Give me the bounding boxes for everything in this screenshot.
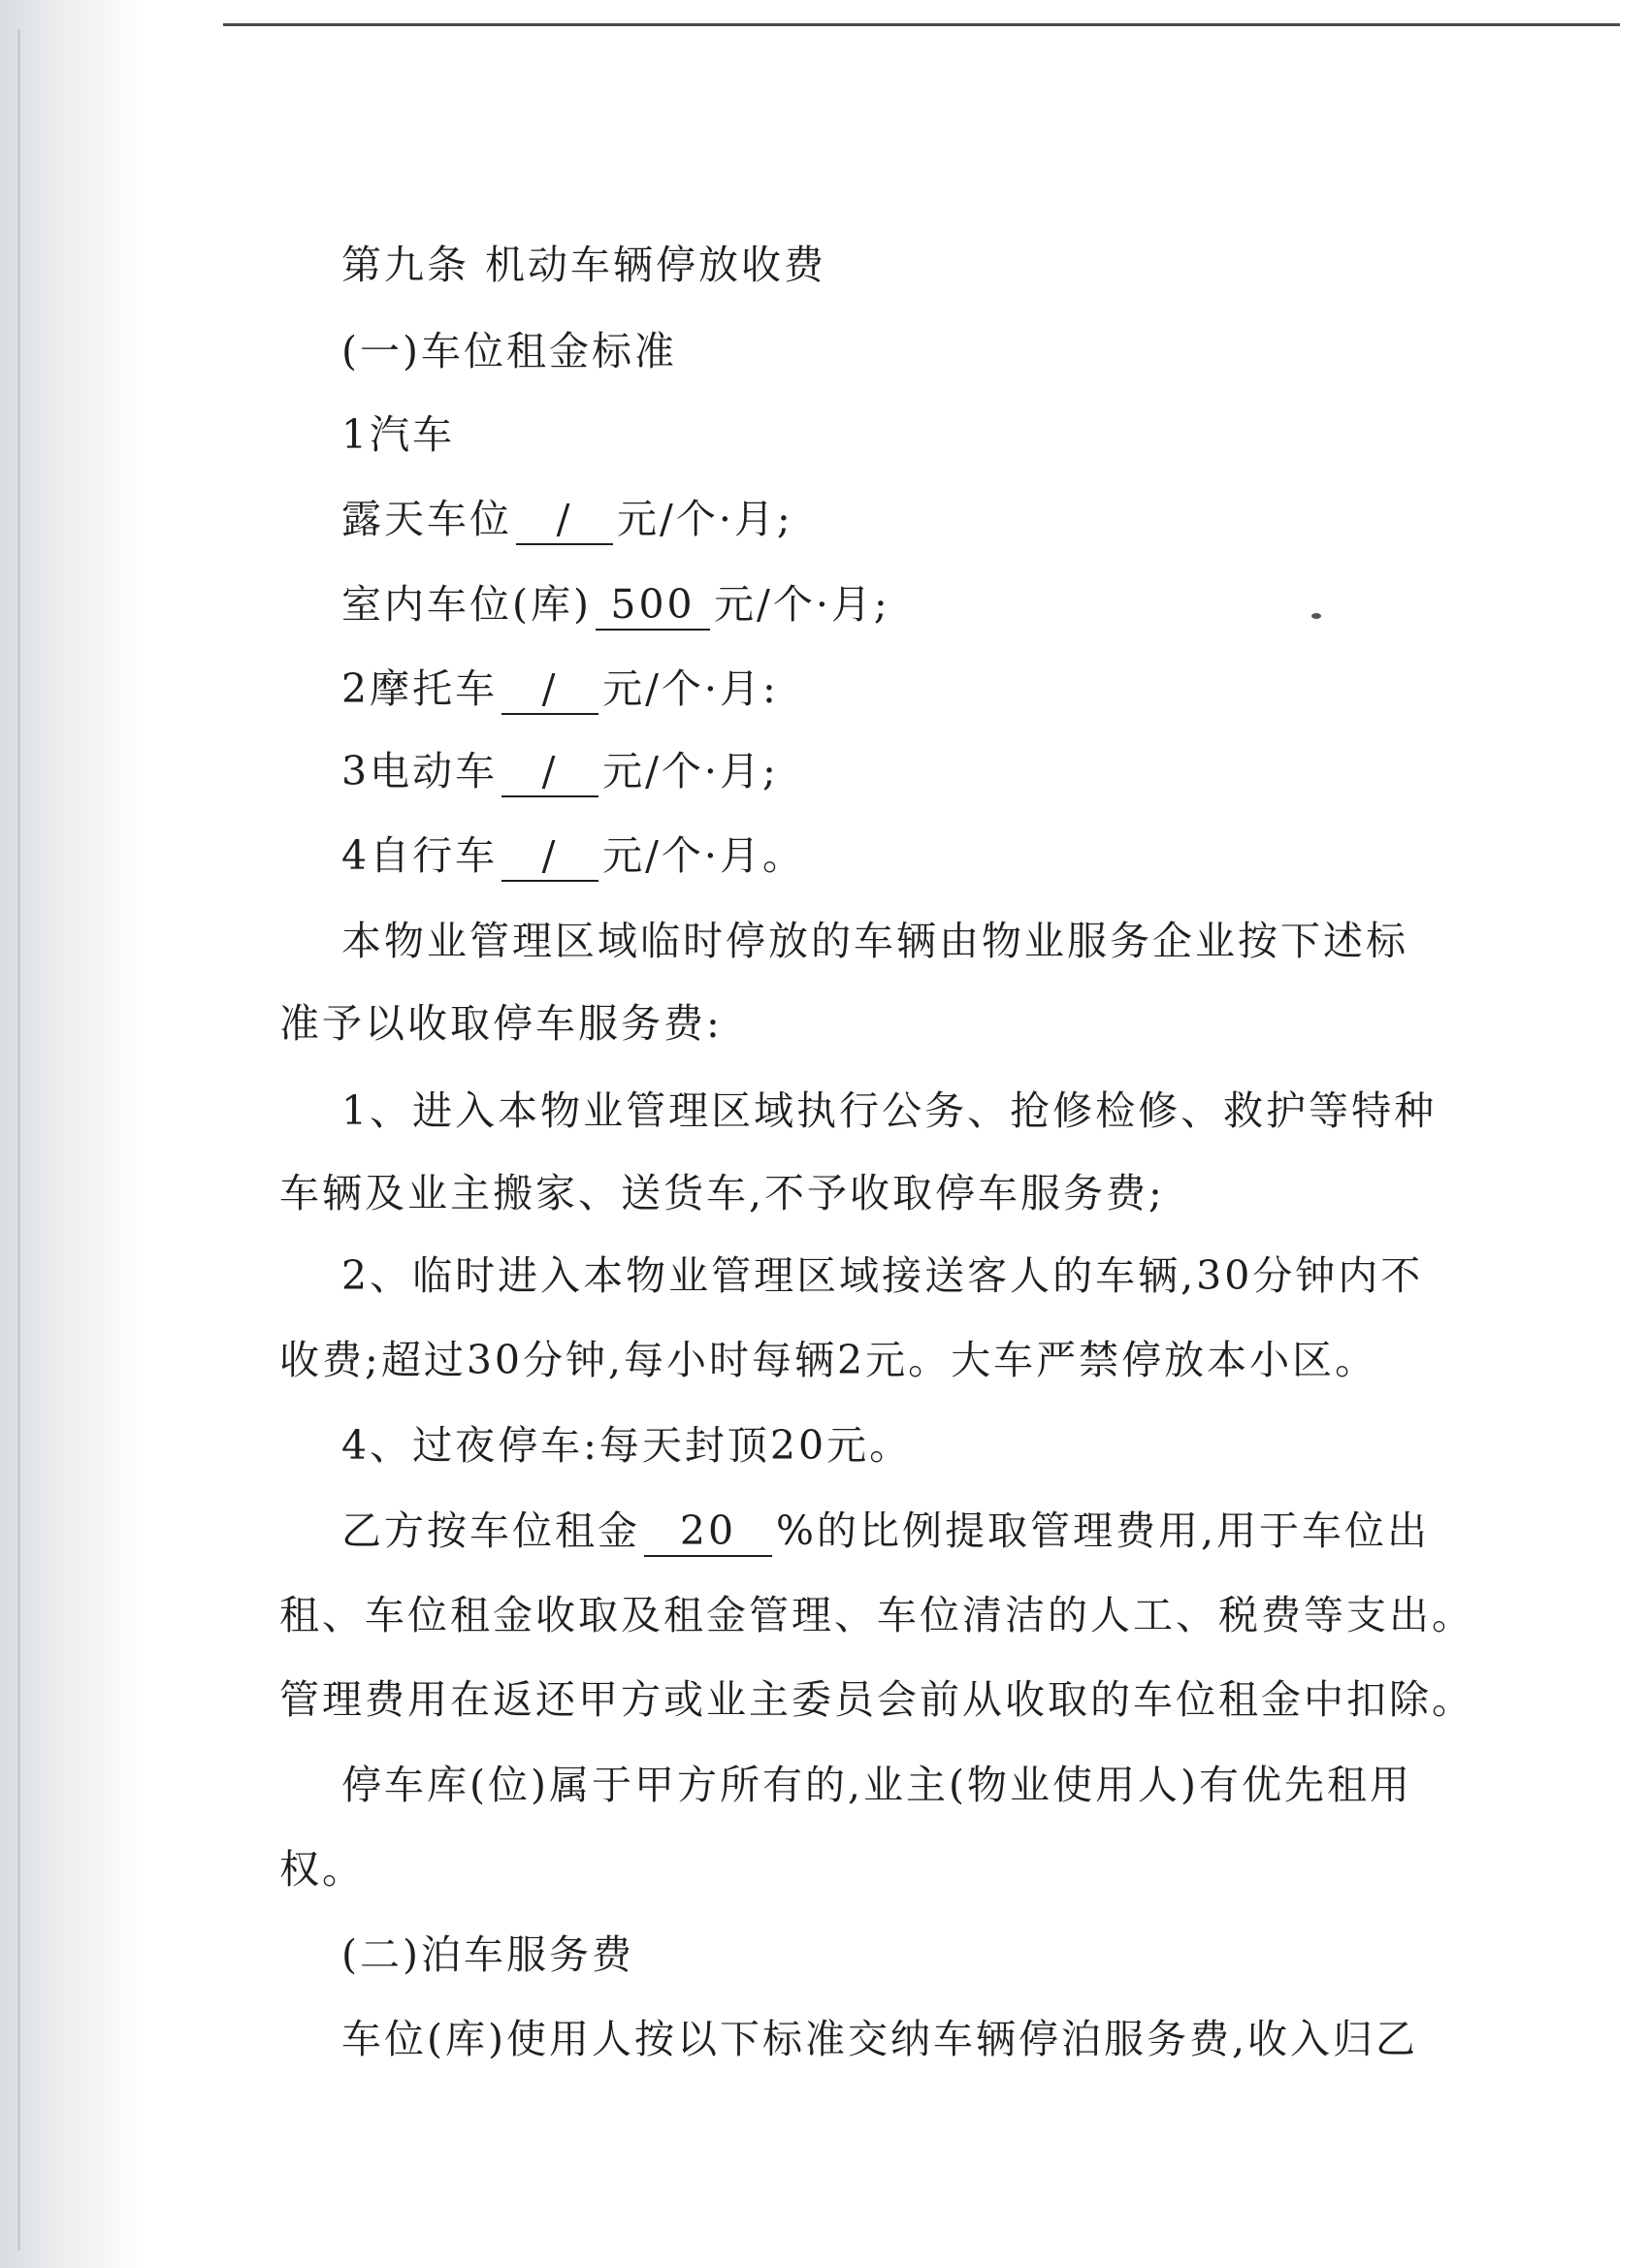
paragraph-management-fee-cont-2: 管理费用在返还甲方或业主委员会前从收取的车位租金中扣除。 — [279, 1676, 1474, 1723]
section-heading-parking-service: (二)泊车服务费 — [341, 1931, 634, 1978]
fee-unit: 元/个·月: — [602, 665, 779, 712]
fee-label: 4自行车 — [341, 832, 499, 879]
rule-2-cont: 收费;超过30分钟,每小时每辆2元。大车严禁停放本小区。 — [279, 1337, 1378, 1383]
fee-label: 3电动车 — [341, 748, 499, 794]
fee-label: 室内车位(库) — [341, 581, 592, 628]
fee-unit: 元/个·月。 — [602, 832, 805, 879]
fill-blank: 500 — [596, 580, 710, 631]
paragraph-temporary-parking-cont: 准予以收取停车服务费: — [279, 1000, 723, 1047]
fill-blank: / — [516, 495, 613, 545]
rule-1: 1、进入本物业管理区域执行公务、抢修检修、救护等特种 — [341, 1087, 1438, 1134]
paragraph-text: 乙方按车位租金 — [341, 1507, 640, 1554]
fee-unit: 元/个·月; — [602, 748, 779, 794]
paragraph-management-fee-cont: 租、车位租金收取及租金管理、车位清洁的人工、税费等支出。 — [279, 1592, 1474, 1638]
fee-label: 2摩托车 — [341, 665, 499, 712]
paragraph-parking-service-fee: 车位(库)使用人按以下标准交纳车辆停泊服务费,收入归乙 — [341, 2016, 1419, 2062]
article-heading: 第九条 机动车辆停放收费 — [341, 242, 827, 288]
rule-1-cont: 车辆及业主搬家、送货车,不予收取停车服务费; — [279, 1170, 1165, 1216]
fee-line-bicycle — [341, 826, 805, 885]
section-heading-rent: (一)车位租金标准 — [341, 328, 677, 374]
fill-blank: / — [501, 747, 598, 797]
fee-line-indoor — [341, 575, 890, 633]
fee-label: 露天车位 — [341, 496, 512, 542]
rule-4: 4、过夜停车:每天封顶20元。 — [341, 1422, 913, 1469]
fill-blank: 20 — [644, 1507, 772, 1557]
item-car: 1汽车 — [341, 411, 456, 458]
paragraph-temporary-parking: 本物业管理区域临时停放的车辆由物业服务企业按下述标 — [341, 918, 1408, 964]
fee-line-ebike — [341, 742, 779, 800]
paragraph-text: %的比例提取管理费用,用于车位出 — [776, 1507, 1430, 1554]
fill-blank: / — [501, 831, 598, 882]
fill-blank: / — [501, 664, 598, 715]
paragraph-priority-rent-cont: 权。 — [279, 1846, 365, 1893]
fee-line-motorcycle — [341, 660, 779, 718]
paragraph-management-fee — [341, 1502, 1430, 1560]
rule-2: 2、临时进入本物业管理区域接送客人的车辆,30分钟内不 — [341, 1252, 1424, 1299]
fee-line-open-air — [341, 490, 793, 548]
fee-unit: 元/个·月; — [714, 581, 890, 628]
paragraph-priority-rent: 停车库(位)属于甲方所有的,业主(物业使用人)有优先租用 — [341, 1762, 1413, 1808]
fee-unit: 元/个·月; — [617, 496, 793, 542]
